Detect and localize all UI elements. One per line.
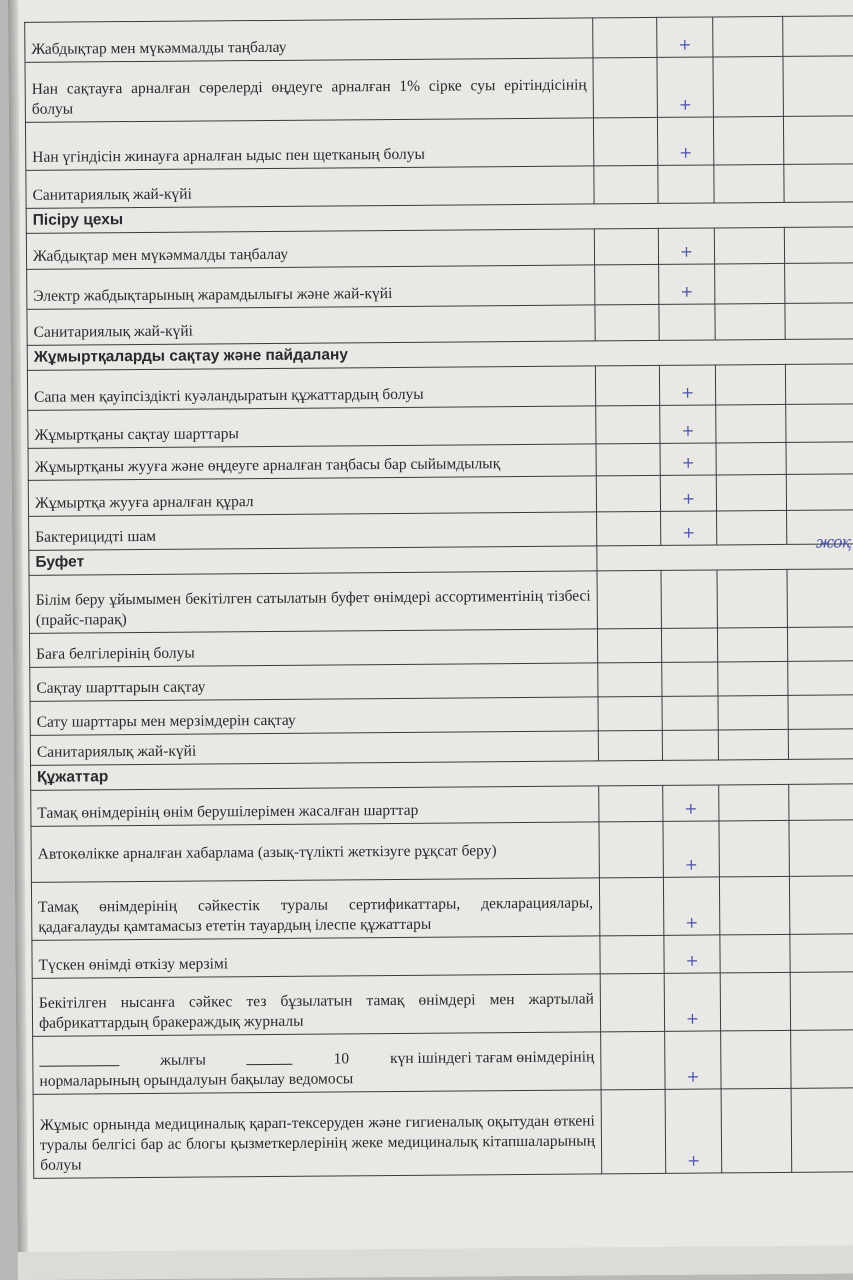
table-row (32, 972, 853, 1037)
row-label: Түскен өнімді өткізу мерзімі (32, 936, 600, 978)
table-row (25, 16, 853, 63)
check-mark: + (664, 935, 720, 973)
row-label: Жабдықтар мен мүкәммалды таңбалау (26, 229, 594, 269)
section-title-eggs: Жұмыртқаларды сақтау және пайдалану (27, 339, 853, 371)
table-row (27, 364, 853, 411)
ledger-label (33, 1032, 601, 1094)
ledger-year-word: жылғы (160, 1051, 206, 1069)
check-mark (662, 730, 718, 760)
row-label: Жабдықтар мен мүкәммалды таңбалау (25, 18, 593, 62)
check-mark (659, 304, 715, 340)
row-label: Жұмыс орнында медициналық қарап-тексеруден және гигиеналық оқытудан өткені туралы белгісі бар ас блогы қызметкерлерінің жеке медициналық кітапшаларының болуы (33, 1090, 602, 1178)
table-row (25, 56, 853, 123)
check-mark: + (658, 228, 714, 264)
check-mark: + (660, 475, 716, 511)
ledger-days: 10 (333, 1050, 350, 1068)
table-row-ledger (33, 1030, 853, 1095)
check-mark: + (659, 365, 715, 405)
ledger-line1-tail: күн ішіндегі тағам өнімдерінің (389, 1048, 595, 1068)
table-row (31, 876, 853, 941)
check-mark (662, 696, 718, 730)
row-label: Тамақ өнімдерінің сәйкестік туралы сертификаттары, декларациялары, қадағалауды қамтамасыз ететін тауардың ілеспе құжаттары (31, 878, 599, 940)
row-label: Тамақ өнімдерінің өнім берушілерімен жасалған шарттар (31, 786, 599, 826)
row-label: Жұмыртқа жууға арналған құрал (28, 476, 596, 516)
table-row (27, 263, 853, 310)
check-mark: + (663, 877, 719, 935)
ledger-line-2: нормаларының орындалуын бақылау ведомосы (39, 1070, 354, 1090)
table-row (33, 1088, 853, 1179)
row-label: Жұмыртқаны сақтау шарттары (28, 406, 596, 448)
table-row (26, 164, 853, 209)
check-mark: + (660, 443, 716, 475)
row-label: Білім беру ұйымымен бекітілген сатылатын буфет өнімдері ассортиментінің тізбесі (прайс-парақ) (29, 571, 597, 633)
row-label: Нан үгіндісін жинауға арналған ыдыс пен щетканың болуы (25, 118, 593, 170)
check-mark: + (657, 17, 713, 57)
page-bottom-edge (18, 1245, 853, 1280)
row-label: Бекітілген нысанға сәйкес тез бұзылатын тамақ өнімдері мен жартылай фабрикаттардың бракераждық журналы (32, 974, 600, 1036)
check-mark (658, 165, 714, 203)
year-blank (39, 1051, 119, 1067)
row-label: Бактерицидті шам (29, 512, 597, 550)
check-mark: + (661, 511, 717, 545)
check-mark: + (665, 1031, 721, 1089)
section-title-documents: Құжаттар (31, 759, 853, 791)
row-label: Баға белгілерінің болуы (29, 629, 597, 667)
check-mark (661, 570, 717, 628)
row-label: Автокөлікке арналған хабарлама (азық-түлікті жеткізуге рұқсат беру) (31, 822, 599, 882)
check-mark: + (659, 264, 715, 304)
handwritten-note-cell (597, 532, 853, 571)
check-mark: + (663, 821, 719, 877)
row-label: Санитариялық жай-күйі (30, 731, 598, 765)
check-mark: + (660, 405, 716, 443)
inspection-checklist-table (24, 15, 853, 1179)
row-label: Санитариялық жай-күйі (26, 166, 594, 208)
table-row (32, 934, 853, 979)
handwritten-note: жоқ (815, 532, 851, 552)
row-label: Жұмыртқаны жууға және өңдеуге арналған таңбасы бар сыйымдылық (28, 444, 596, 480)
row-label: Сату шарттары мен мерзімдерін сақтау (30, 697, 598, 735)
check-mark: + (664, 973, 720, 1031)
row-label: Санитариялық жай-күйі (27, 305, 595, 345)
table-row (31, 820, 853, 883)
check-mark (661, 628, 717, 662)
table-row (25, 116, 853, 171)
checklist-page (8, 0, 853, 1280)
table-row (28, 404, 853, 449)
section-title-buffet: Буфет (29, 546, 597, 575)
check-mark (662, 662, 718, 696)
row-label: Электр жабдықтарының жарамдылығы және жай-күйі (27, 265, 595, 309)
check-mark: + (663, 785, 719, 821)
row-label: Нан сақтауға арналған сөрелерді өңдеуге арналған 1% сірке суы ерітіндісінің болуы (25, 58, 593, 122)
check-mark: + (657, 117, 713, 165)
row-label: Сақтау шарттарын сақтау (30, 663, 598, 701)
section-title-baking: Пісіру цехы (26, 202, 853, 234)
table-row (29, 569, 853, 634)
row-label: Сапа мен қауіпсіздікті куәландыратын құжаттардың болуы (27, 366, 595, 410)
check-mark: + (665, 1089, 722, 1173)
period-blank (247, 1050, 293, 1065)
check-mark: + (657, 57, 713, 117)
